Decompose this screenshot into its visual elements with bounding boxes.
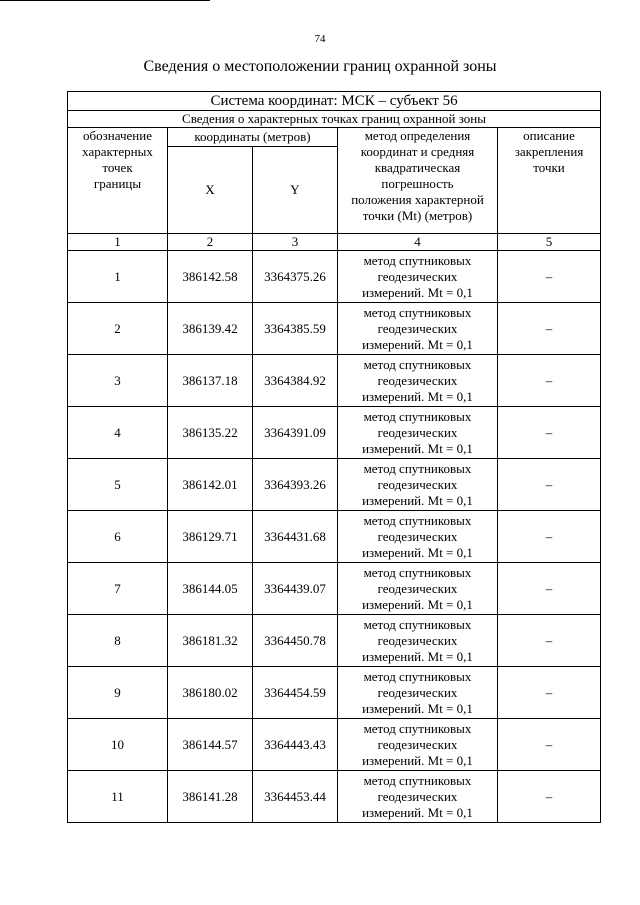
header-row	[68, 128, 601, 147]
y-coordinate-cell: 3364393.26	[253, 459, 338, 511]
x-coordinate-cell: 386142.01	[168, 459, 253, 511]
method-line: измерений. Mt = 0,1	[362, 336, 473, 352]
y-coordinate-cell: 3364391.09	[253, 407, 338, 459]
point-cell: 5	[68, 459, 168, 511]
description-cell: –	[498, 719, 601, 771]
point-cell: 7	[68, 563, 168, 615]
method-line: геодезических	[377, 268, 458, 284]
header-coords-cell: координаты (метров)	[168, 128, 338, 147]
method-cell	[338, 563, 498, 615]
method-cell	[338, 615, 498, 667]
description-cell: –	[498, 771, 601, 823]
x-coordinate-cell: 386142.58	[168, 251, 253, 303]
method-line: метод спутниковых	[363, 304, 472, 320]
method-line: метод спутниковых	[363, 616, 472, 632]
method-cell	[338, 667, 498, 719]
description-cell: –	[498, 407, 601, 459]
method-line: геодезических	[377, 320, 458, 336]
table-row	[68, 251, 601, 303]
method-line: измерений. Mt = 0,1	[362, 596, 473, 612]
table-row	[68, 511, 601, 563]
method-line: геодезических	[377, 684, 458, 700]
method-line: геодезических	[377, 528, 458, 544]
header-method-line: положения характерной	[351, 192, 484, 207]
point-cell: 9	[68, 667, 168, 719]
point-cell: 8	[68, 615, 168, 667]
coordinate-system-row	[68, 92, 601, 111]
header-description-line: описание	[523, 128, 575, 143]
y-coordinate-cell: 3364385.59	[253, 303, 338, 355]
y-coordinate-cell: 3364375.26	[253, 251, 338, 303]
x-coordinate-cell: 386181.32	[168, 615, 253, 667]
x-coordinate-cell: 386144.57	[168, 719, 253, 771]
x-coordinate-cell: 386135.22	[168, 407, 253, 459]
point-cell: 10	[68, 719, 168, 771]
header-method-line: точки (Mt) (метров)	[362, 208, 473, 223]
x-coordinate-cell: 386144.05	[168, 563, 253, 615]
table-row	[68, 407, 601, 459]
description-cell: –	[498, 563, 601, 615]
method-line: геодезических	[377, 736, 458, 752]
header-point-cell	[68, 128, 168, 234]
method-line: метод спутниковых	[363, 512, 472, 528]
method-cell	[338, 355, 498, 407]
table-row	[68, 355, 601, 407]
boundary-points-table	[67, 91, 601, 823]
header-point-line: границы	[93, 176, 142, 191]
header-point-line: обозначение	[83, 128, 152, 143]
method-cell	[338, 459, 498, 511]
table-row	[68, 719, 601, 771]
x-coordinate-cell: 386139.42	[168, 303, 253, 355]
method-line: измерений. Mt = 0,1	[362, 752, 473, 768]
table-row	[68, 667, 601, 719]
method-cell	[338, 511, 498, 563]
y-coordinate-cell: 3364443.43	[253, 719, 338, 771]
method-line: геодезических	[377, 632, 458, 648]
method-cell	[338, 771, 498, 823]
header-point-line: характерных	[82, 144, 153, 159]
x-coordinate-cell: 386141.28	[168, 771, 253, 823]
table-subtitle-cell: Сведения о характерных точках границ охранной зоны	[68, 111, 601, 128]
header-point-line: точек	[102, 160, 133, 175]
header-method-line: метод определения	[364, 128, 471, 143]
method-line: измерений. Mt = 0,1	[362, 648, 473, 664]
method-line: измерений. Mt = 0,1	[362, 700, 473, 716]
y-coordinate-cell: 3364439.07	[253, 563, 338, 615]
method-line: метод спутниковых	[363, 668, 472, 684]
description-cell: –	[498, 667, 601, 719]
y-coordinate-cell: 3364454.59	[253, 667, 338, 719]
header-description-cell	[498, 128, 601, 234]
column-number-cell: 3	[253, 234, 338, 251]
description-cell: –	[498, 355, 601, 407]
method-line: метод спутниковых	[363, 252, 472, 268]
x-coordinate-cell: 386180.02	[168, 667, 253, 719]
y-coordinate-cell: 3364450.78	[253, 615, 338, 667]
method-line: геодезических	[377, 372, 458, 388]
method-cell	[338, 407, 498, 459]
header-x-cell: X	[168, 147, 253, 234]
table-row	[68, 615, 601, 667]
y-coordinate-cell: 3364431.68	[253, 511, 338, 563]
description-cell: –	[498, 303, 601, 355]
header-method-line: квадратическая	[374, 160, 461, 175]
method-line: метод спутниковых	[363, 408, 472, 424]
x-coordinate-cell: 386129.71	[168, 511, 253, 563]
method-line: геодезических	[377, 788, 458, 804]
point-cell: 2	[68, 303, 168, 355]
table-subtitle-row	[68, 111, 601, 128]
method-cell	[338, 251, 498, 303]
method-line: геодезических	[377, 476, 458, 492]
header-y-cell: Y	[253, 147, 338, 234]
header-description-line: точки	[533, 160, 565, 175]
description-cell: –	[498, 615, 601, 667]
method-line: метод спутниковых	[363, 772, 472, 788]
description-cell: –	[498, 511, 601, 563]
method-cell	[338, 303, 498, 355]
table-row	[68, 459, 601, 511]
x-coordinate-cell: 386137.18	[168, 355, 253, 407]
method-line: измерений. Mt = 0,1	[362, 388, 473, 404]
method-line: метод спутниковых	[363, 564, 472, 580]
method-line: метод спутниковых	[363, 356, 472, 372]
method-line: измерений. Mt = 0,1	[362, 440, 473, 456]
coordinate-system-cell: Система координат: МСК – субъект 56	[68, 92, 601, 111]
point-cell: 11	[68, 771, 168, 823]
table-body	[68, 92, 601, 823]
y-coordinate-cell: 3364453.44	[253, 771, 338, 823]
description-cell: –	[498, 459, 601, 511]
column-number-cell: 1	[68, 234, 168, 251]
method-line: геодезических	[377, 580, 458, 596]
table-row	[68, 303, 601, 355]
top-rule	[0, 0, 210, 1]
method-cell	[338, 719, 498, 771]
y-coordinate-cell: 3364384.92	[253, 355, 338, 407]
method-line: метод спутниковых	[363, 460, 472, 476]
method-line: геодезических	[377, 424, 458, 440]
page-number: 74	[314, 33, 326, 45]
method-line: измерений. Mt = 0,1	[362, 804, 473, 820]
column-number-cell: 2	[168, 234, 253, 251]
method-line: измерений. Mt = 0,1	[362, 284, 473, 300]
method-line: метод спутниковых	[363, 720, 472, 736]
point-cell: 1	[68, 251, 168, 303]
column-number-cell: 5	[498, 234, 601, 251]
column-number-cell: 4	[338, 234, 498, 251]
header-method-line: погрешность	[381, 176, 454, 191]
table-row	[68, 771, 601, 823]
document-title: Сведения о местоположении границ охранной зоны	[143, 58, 497, 75]
point-cell: 3	[68, 355, 168, 407]
header-method-cell	[338, 128, 498, 234]
header-description-line: закрепления	[514, 144, 584, 159]
table-row	[68, 563, 601, 615]
method-line: измерений. Mt = 0,1	[362, 492, 473, 508]
description-cell: –	[498, 251, 601, 303]
header-method-line: координат и средняя	[360, 144, 475, 159]
point-cell: 4	[68, 407, 168, 459]
method-line: измерений. Mt = 0,1	[362, 544, 473, 560]
column-numbers-row	[68, 234, 601, 251]
point-cell: 6	[68, 511, 168, 563]
